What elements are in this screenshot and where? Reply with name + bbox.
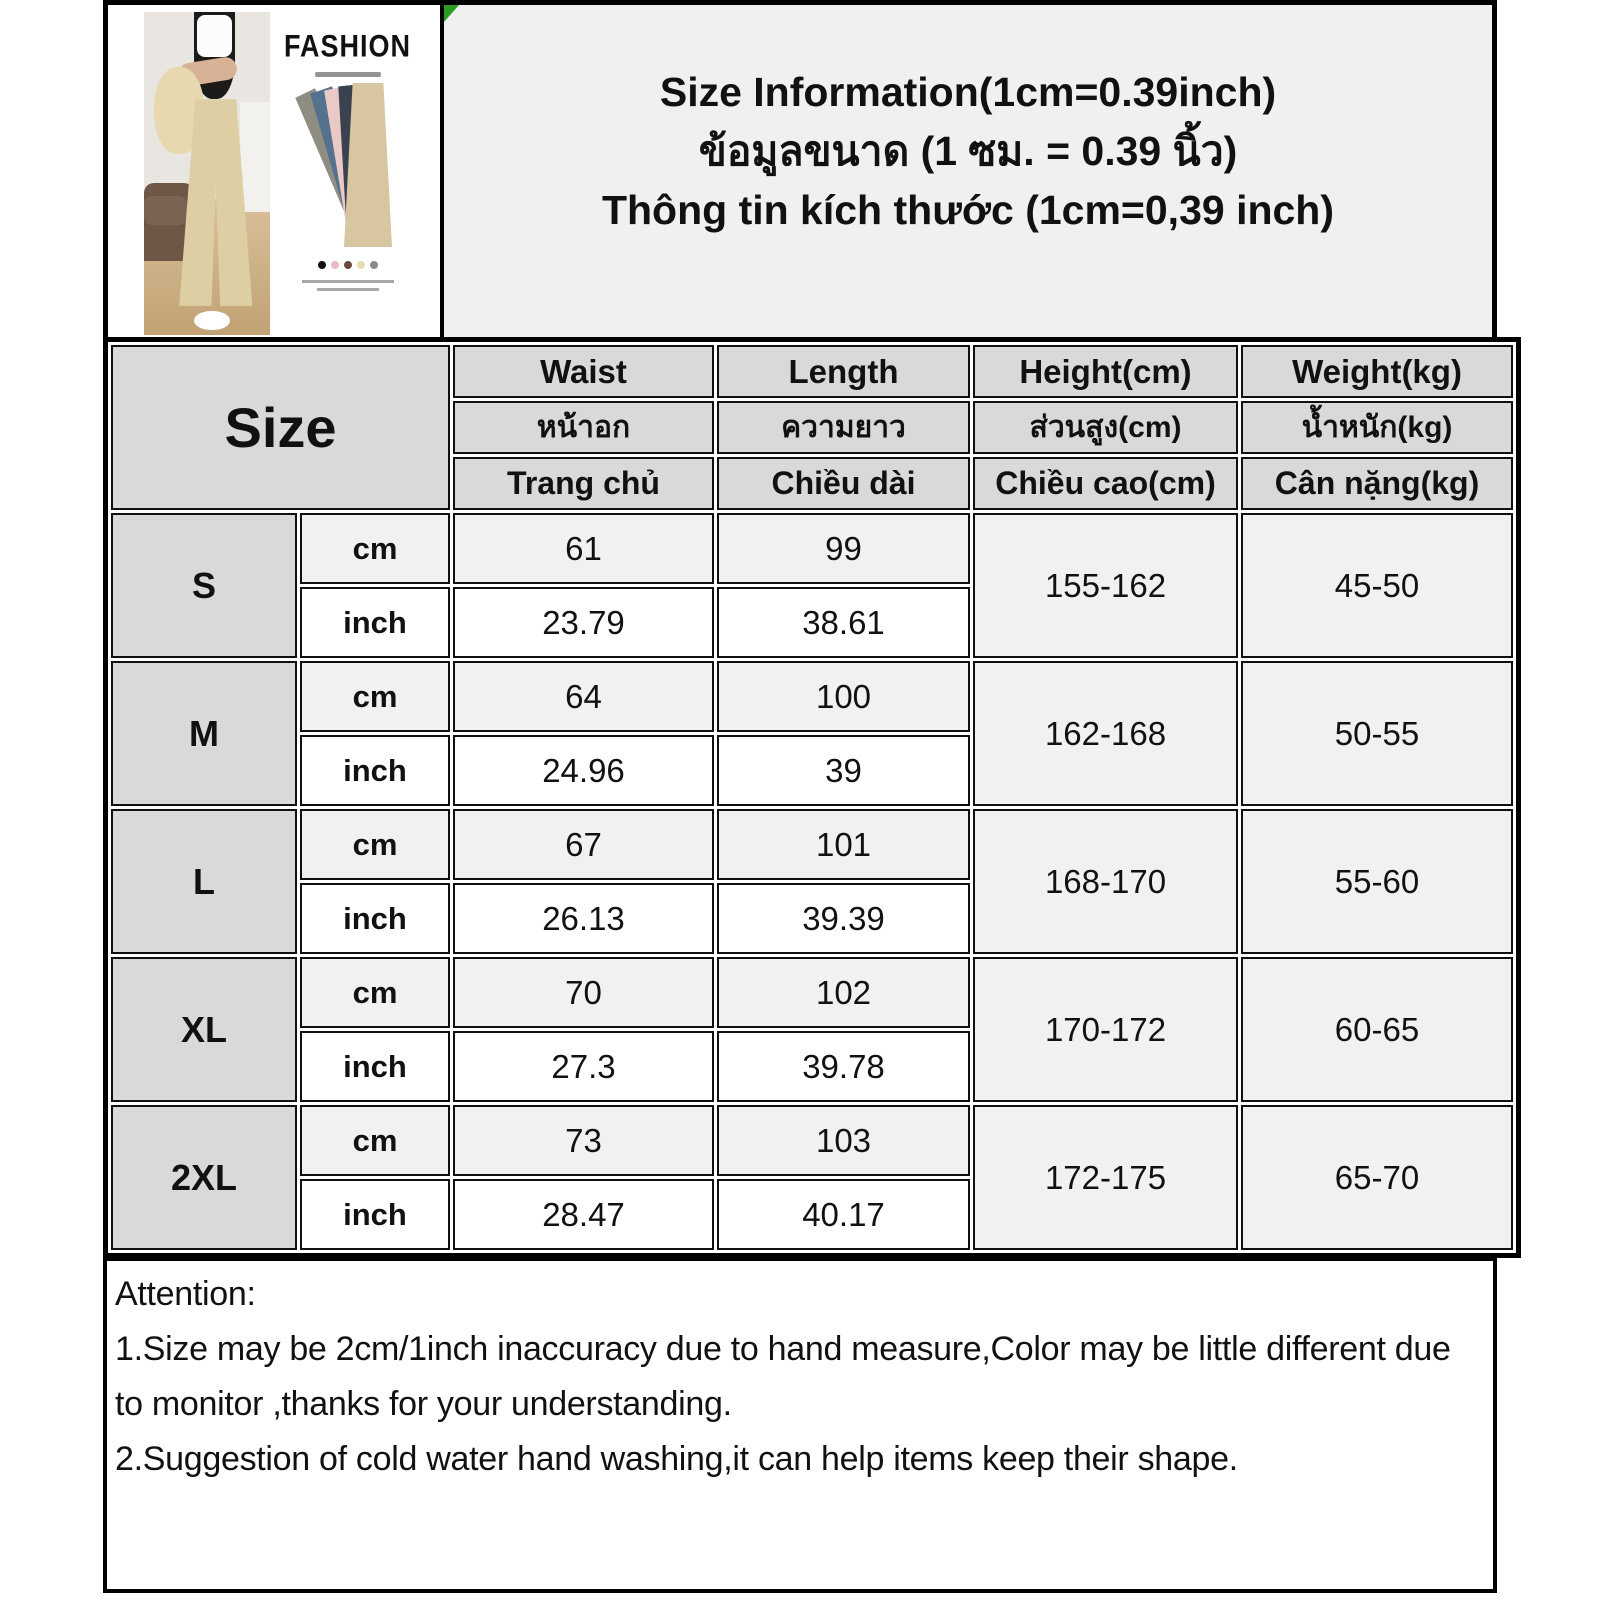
header-row-english (111, 345, 1513, 398)
col-header-height: Height(cm) (973, 345, 1238, 398)
col-header-waist: Waist (453, 345, 714, 398)
l-waist-inch: 26.13 (453, 883, 714, 954)
attention-heading: Attention: (115, 1275, 256, 1313)
table-row-xl-cm (111, 957, 1513, 1028)
col-header-length-vi: Chiều dài (717, 457, 970, 510)
l-length-cm: 101 (717, 809, 970, 880)
attention-note-2: 2.Suggestion of cold water hand washing,it can help items keep their shape. (115, 1440, 1238, 1478)
size-label-2xl: 2XL (111, 1105, 297, 1250)
col-header-weight-th: น้ำหนัก(kg) (1241, 401, 1513, 454)
unit-label-cm: cm (300, 661, 450, 732)
unit-label-inch: inch (300, 883, 450, 954)
top-banner (103, 0, 1497, 337)
size-label-l: L (111, 809, 297, 954)
unit-label-cm: cm (300, 1105, 450, 1176)
table-row-l-cm (111, 809, 1513, 880)
unit-label-inch: inch (300, 587, 450, 658)
poster-subtext-mark (315, 72, 381, 77)
swatch-pink (331, 261, 339, 269)
size-label-xl: XL (111, 957, 297, 1102)
s-waist-inch: 23.79 (453, 587, 714, 658)
l-length-inch: 39.39 (717, 883, 970, 954)
table-row-s-cm (111, 513, 1513, 584)
model-shirt (197, 15, 232, 57)
swatch-black (318, 261, 326, 269)
size-information-title (444, 5, 1492, 240)
m-waist-inch: 24.96 (453, 735, 714, 806)
green-corner-flag-icon (444, 5, 459, 22)
title-thai: ข้อมูลขนาด (1 ซม. = 0.39 นิ้ว) (698, 128, 1238, 174)
white-shoe (194, 311, 229, 330)
sofa-cushion (144, 196, 187, 225)
title-panel (444, 5, 1492, 337)
2xl-waist-cm: 73 (453, 1105, 714, 1176)
s-waist-cm: 61 (453, 513, 714, 584)
2xl-waist-inch: 28.47 (453, 1179, 714, 1250)
m-length-cm: 100 (717, 661, 970, 732)
table-row-m-cm (111, 661, 1513, 732)
swatch-gray (370, 261, 378, 269)
title-vietnamese: Thông tin kích thước (1cm=0,39 inch) (601, 187, 1335, 233)
2xl-height-range: 172-175 (973, 1105, 1238, 1250)
s-length-cm: 99 (717, 513, 970, 584)
m-height-range: 162-168 (973, 661, 1238, 806)
xl-waist-cm: 70 (453, 957, 714, 1028)
xl-waist-inch: 27.3 (453, 1031, 714, 1102)
2xl-weight-range: 65-70 (1241, 1105, 1513, 1250)
unit-label-cm: cm (300, 957, 450, 1028)
table-row-2xl-cm (111, 1105, 1513, 1176)
poster-caption-line (302, 280, 394, 283)
xl-weight-range: 60-65 (1241, 957, 1513, 1102)
unit-label-inch: inch (300, 1179, 450, 1250)
unit-label-cm: cm (300, 513, 450, 584)
title-english: Size Information(1cm=0.39inch) (659, 69, 1277, 115)
s-height-range: 155-162 (973, 513, 1238, 658)
poster-caption-line (317, 288, 379, 291)
poster-brand-text: FASHION (284, 28, 411, 64)
size-label-s: S (111, 513, 297, 658)
attention-note-1: 1.Size may be 2cm/1inch inaccuracy due to hand measure,Color may be little different due to monitor ,thanks for your understanding. (115, 1330, 1451, 1423)
col-header-height-vi: Chiều cao(cm) (973, 457, 1238, 510)
attention-notes (103, 1258, 1497, 1593)
product-photos (108, 5, 444, 337)
unit-label-inch: inch (300, 1031, 450, 1102)
fashion-poster (284, 15, 411, 335)
col-header-length: Length (717, 345, 970, 398)
unit-label-cm: cm (300, 809, 450, 880)
xl-length-inch: 39.78 (717, 1031, 970, 1102)
unit-label-inch: inch (300, 735, 450, 806)
size-label-m: M (111, 661, 297, 806)
xl-height-range: 170-172 (973, 957, 1238, 1102)
l-waist-cm: 67 (453, 809, 714, 880)
col-header-height-th: ส่วนสูง(cm) (973, 401, 1238, 454)
m-waist-cm: 64 (453, 661, 714, 732)
s-weight-range: 45-50 (1241, 513, 1513, 658)
size-corner-cell: Size (111, 345, 450, 510)
2xl-length-inch: 40.17 (717, 1179, 970, 1250)
col-header-waist-vi: Trang chủ (453, 457, 714, 510)
col-header-weight: Weight(kg) (1241, 345, 1513, 398)
pants-color-fan (284, 83, 411, 255)
s-length-inch: 38.61 (717, 587, 970, 658)
m-length-inch: 39 (717, 735, 970, 806)
l-weight-range: 55-60 (1241, 809, 1513, 954)
color-swatch-dots (284, 261, 411, 269)
swatch-brown (344, 261, 352, 269)
l-height-range: 168-170 (973, 809, 1238, 954)
xl-length-cm: 102 (717, 957, 970, 1028)
size-chart-sheet (103, 0, 1497, 1593)
model-photo (144, 12, 270, 335)
m-weight-range: 50-55 (1241, 661, 1513, 806)
swatch-cream (357, 261, 365, 269)
2xl-length-cm: 103 (717, 1105, 970, 1176)
col-header-waist-th: หน้าอก (453, 401, 714, 454)
col-header-weight-vi: Cân nặng(kg) (1241, 457, 1513, 510)
col-header-length-th: ความยาว (717, 401, 970, 454)
stair-background (240, 102, 270, 212)
size-table (103, 337, 1521, 1258)
